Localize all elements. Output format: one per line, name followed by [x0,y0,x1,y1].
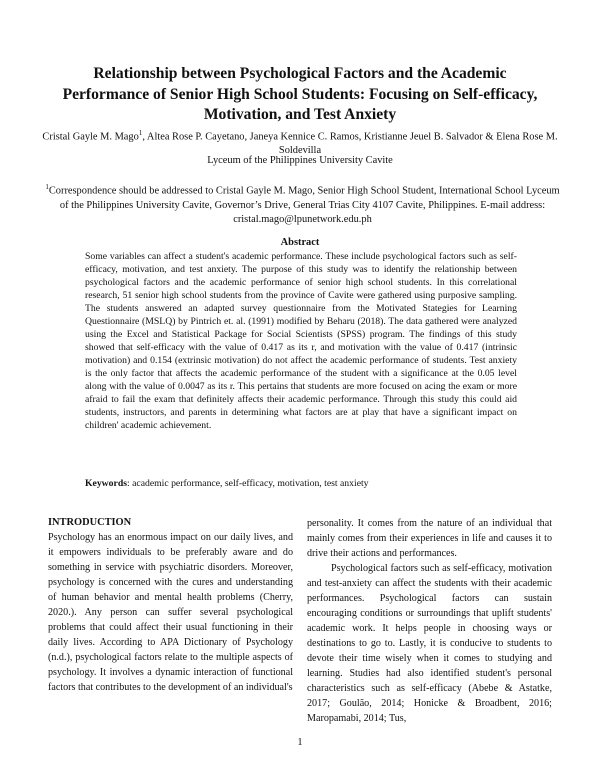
affiliation: Lyceum of the Philippines University Cavite [207,155,393,166]
correspondence-note [40,180,565,227]
abstract-heading: Abstract [280,237,320,248]
introduction-heading: INTRODUCTION [48,517,132,528]
left-column [48,516,293,695]
keywords [85,477,525,490]
abstract-body: Some variables can affect a student's academic performance. These include psychological factors such as self-efficacy, motivation, and test anxiety. The purpose of this study was to identify the relationship between psychological factors and the academic performance of senior high school students. In this correlational research, 51 senior high school students from the province of Cavite were gathered using purposive sampling. The students answered an adapted survey questionnaire from the Motivated Stategies for Learning Questionnaire (MSLQ) by Pintrich et. al. (1991) modified by Beharu (2018). The data gathered were analyzed using the Excel and Statistical Package for Social Scientists (SPSS) program. The findings of this study showed that self-efficacy with the value of 0.417 as its r, and motivation with the value of 0.417 (intrinsic motivation) and 0.154 (extrinsic motivation) do not affect the academic performance of students. Test anxiety is the only factor that affects the academic performance of the student with a significance at the 0.05 level along with the value of 0.0047 as its r. This pertains that students are more focused on acing the exam or more afraid to fail the exam that definitely affects their academic performance. Through this study this could aid students, instructors, and parents in determining what factors are at play that have a significant impact on children' academic achievement. [85,251,517,431]
right-column [307,516,552,726]
keywords-text: : academic performance, self-efficacy, motivation, test anxiety [126,478,369,489]
introduction-paragraph-1: Psychology has an enormous impact on our daily lives, and it empowers individuals to be preferably aware and do something in service with psychiatric disorders. Moreover, psychology is concerned with the cures and understanding of human behavior and mental health problems (Cherry, 2020.). Any person can suffer several psychological problems that could affect their usual functioning in their daily lives. According to APA Dictionary of Psychology (n.d.), psychological factors relate to the multiple aspects of psychology. It involves a dynamic interaction of functional factors that contributes to the development of an individual's [48,532,293,693]
author-list [40,127,560,157]
page-number: 1 [297,737,303,748]
keywords-label: Keywords [85,478,127,489]
introduction-paragraph-1-continued: personality. It comes from the nature of an individual that mainly comes from their experiences in life and causes it to drive their actions and performances. [307,518,552,559]
other-authors: , Altea Rose P. Cayetano, Janeya Kennice C. Ramos, Kristianne Jeuel B. Salvador & Elena Rose M. Soldevilla [142,131,558,156]
correspondence-text: Correspondence should be addressed to Cristal Gayle M. Mago, Senior High School Student, International School Lyceum of the Philippines University Cavite, Governor’s Drive, General Trias City 4107 Cavite, Philippines. E-mail address: cristal.mago@lpunetwork.edu.ph [48,185,560,226]
first-author-footnote-mark: 1 [138,129,143,137]
first-author: Cristal Gayle M. Mago [42,131,139,143]
correspondence-footnote-mark: 1 [45,183,49,191]
paper-title: Relationship between Psychological Factors and the Academic Performance of Senior High School Students: Focusing on Self-efficacy, Motivation, and Test Anxiety [62,65,538,123]
introduction-paragraph-2: Psychological factors such as self-efficacy, motivation and test-anxiety can affect the students with their academic performances. Psychological factors can sustain encouraging conditions or surroundings that uplift students' academic work. It helps people in choosing ways or destinations to go to. Lastly, it is conducive to students to devote their time wisely when it comes to studying and learning. Studies had also identified student's personal characteristics such as self-efficacy (Abebe & Astatke, 2017; Goulão, 2014; Honicke & Broadbent, 2016; Maropamabi, 2014; Tus, [307,563,552,724]
